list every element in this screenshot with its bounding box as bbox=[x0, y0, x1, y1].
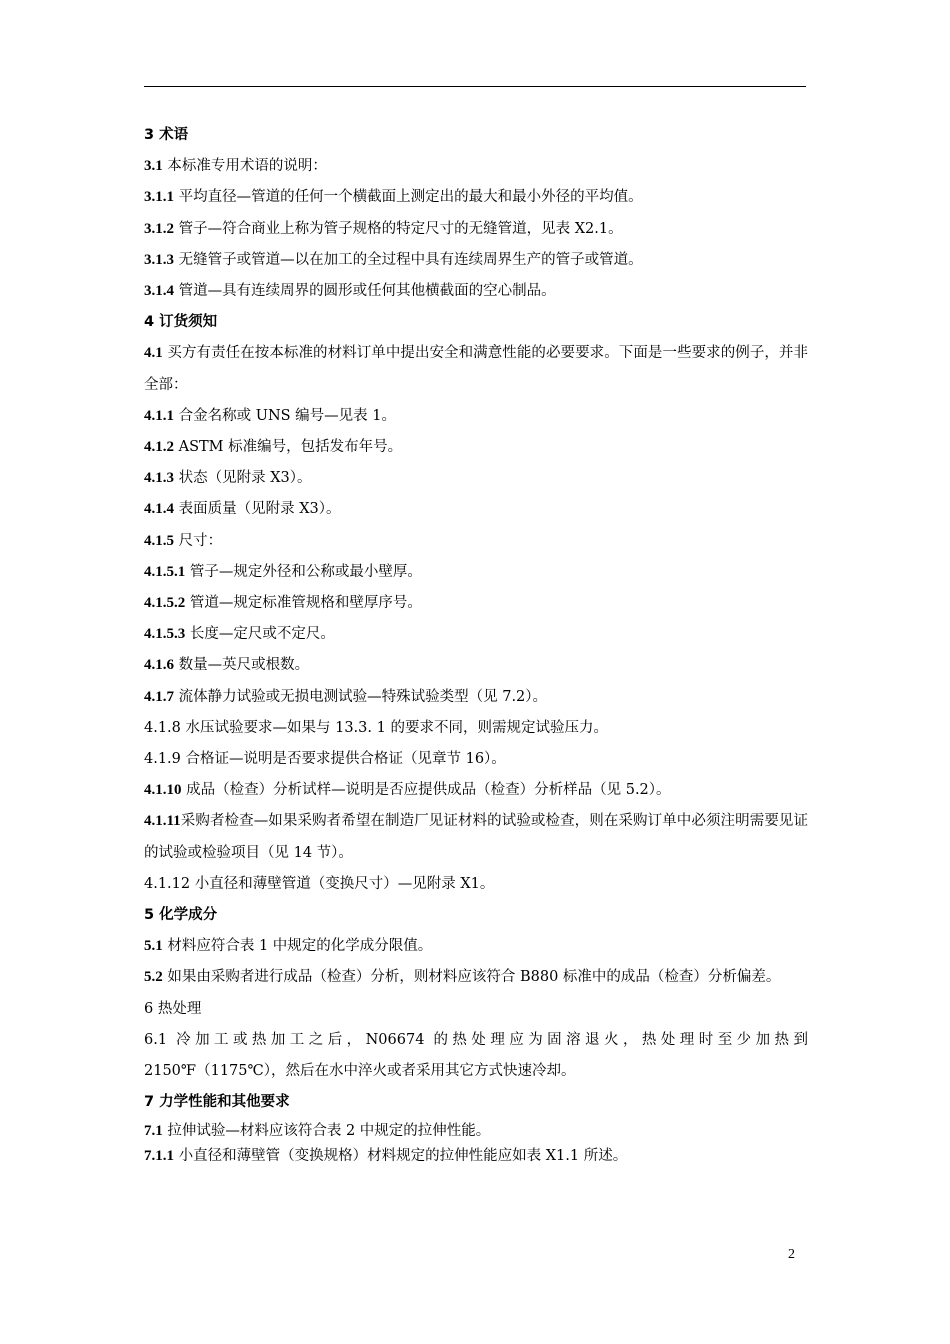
clause-6-1: 6.1 冷加工或热加工之后，N06674 的热处理应为固溶退火，热处理时至少加热到 2150℉（1175℃），然后在水中淬火或者采用其它方式快速冷却。 bbox=[144, 1031, 808, 1080]
clause-4-1-11: 4.1.11采购者检查—如果采购者希望在制造厂见证材料的试验或检查，则在采购订单中必须注明需要见证的试验或检验项目（见 14 节）。 bbox=[144, 813, 808, 861]
document-body bbox=[144, 120, 808, 1169]
header-rule bbox=[144, 86, 806, 87]
clause-4-1-1: 4.1.1 合金名称或 UNS 编号—见表 1。 bbox=[144, 407, 397, 424]
clause-4-1-3: 4.1.3 状态（见附录 X3）。 bbox=[144, 470, 312, 487]
clause-3-1-4: 3.1.4 管道—具有连续周界的圆形或任何其他横截面的空心制品。 bbox=[144, 283, 556, 300]
clause-4-1: 4.1 买方有责任在按本标准的材料订单中提出安全和满意性能的必要要求。下面是一些要求的例子，并非全部： bbox=[144, 345, 808, 393]
page-number: 2 bbox=[788, 1247, 795, 1262]
clause-3-1-1: 3.1.1 平均直径—管道的任何一个横截面上测定出的最大和最小外径的平均值。 bbox=[144, 189, 643, 206]
section-3-heading: 3 术语 bbox=[144, 127, 189, 143]
section-5-heading: 5 化学成分 bbox=[144, 907, 218, 924]
clause-7-1: 7.1 拉伸试验—材料应该符合表 2 中规定的拉伸性能。 bbox=[144, 1122, 491, 1139]
clause-4-1-5-1: 4.1.5.1 管子—规定外径和公称或最小壁厚。 bbox=[144, 563, 422, 580]
clause-4-1-9: 4.1.9 合格证—说明是否要求提供合格证（见章节 16）。 bbox=[144, 751, 506, 768]
clause-4-1-5: 4.1.5 尺寸： bbox=[144, 532, 223, 549]
clause-3-1: 3.1 本标准专用术语的说明： bbox=[144, 158, 327, 175]
clause-4-1-7: 4.1.7 流体静力试验或无损电测试验—特殊试验类型（见 7.2）。 bbox=[144, 688, 548, 705]
clause-5-1: 5.1 材料应符合表 1 中规定的化学成分限值。 bbox=[144, 938, 433, 955]
clause-3-1-3: 3.1.3 无缝管子或管道—以在加工的全过程中具有连续周界生产的管子或管道。 bbox=[144, 251, 643, 268]
clause-7-1-1: 7.1.1 小直径和薄壁管（变换规格）材料规定的拉伸性能应如表 X1.1 所述。 bbox=[144, 1147, 628, 1164]
clause-4-1-6: 4.1.6 数量—英尺或根数。 bbox=[144, 657, 310, 674]
section-7-heading: 7 力学性能和其他要求 bbox=[144, 1094, 290, 1111]
clause-5-2: 5.2 如果由采购者进行成品（检查）分析，则材料应该符合 B880 标准中的成品（检查）分析偏差。 bbox=[144, 969, 781, 986]
clause-3-1-2: 3.1.2 管子—符合商业上称为管子规格的特定尺寸的无缝管道，见表 X2.1。 bbox=[144, 220, 623, 237]
clause-4-1-2: 4.1.2 ASTM 标准编号，包括发布年号。 bbox=[144, 439, 403, 456]
section-4-heading: 4 订货须知 bbox=[144, 314, 218, 331]
clause-4-1-12: 4.1.12 小直径和薄壁管道（变换尺寸）—见附录 X1。 bbox=[144, 875, 495, 892]
clause-4-1-5-2: 4.1.5.2 管道—规定标准管规格和壁厚序号。 bbox=[144, 595, 422, 612]
clause-4-1-4: 4.1.4 表面质量（见附录 X3）。 bbox=[144, 501, 341, 518]
clause-4-1-10: 4.1.10 成品（检查）分析试样—说明是否应提供成品（检查）分析样品（见 5.2）。 bbox=[144, 782, 671, 799]
section-6-heading: 6 热处理 bbox=[144, 1000, 202, 1017]
clause-4-1-5-3: 4.1.5.3 长度—定尺或不定尺。 bbox=[144, 626, 335, 643]
clause-4-1-8: 4.1.8 水压试验要求—如果与 13.3. 1 的要求不同，则需规定试验压力。 bbox=[144, 719, 608, 736]
